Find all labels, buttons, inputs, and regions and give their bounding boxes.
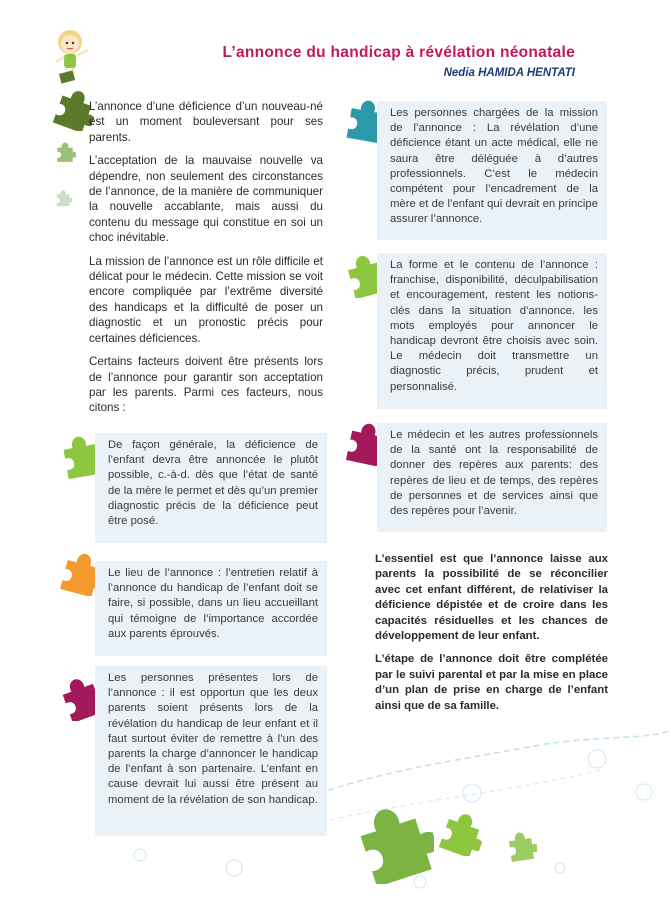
intro-paragraph: L’acceptation de la mauvaise nouvelle va dépendre, non seulement des circonstances de l’annonce, de la manière de communiquer la nouvelle accablante, mais aussi du contenu du message qui constitue en soi un choc inévitable. bbox=[89, 154, 323, 245]
author-name: Nedia HAMIDA HENTATI bbox=[443, 67, 575, 79]
info-box-location: Le lieu de l’annonce : l’entretien relatif à l’annonce du handicap de l’enfant doit se faire, si possible, dans un lieu accueillant qui témoigne de l’importance accordée aux parents éprouvés. bbox=[95, 561, 327, 656]
girl-illustration-icon bbox=[46, 26, 96, 88]
intro-text bbox=[89, 99, 323, 424]
puzzle-medium-green-icon bbox=[438, 810, 484, 856]
puzzle-large-green-icon bbox=[352, 802, 434, 884]
intro-paragraph: La mission de l’annonce est un rôle difficile et délicat pour le médecin. Cette mission se voit encore compliquée par l’extrême diversité des handicaps et la difficulté de poser un diagnostic et un pronostic précis pour certaines déficiences. bbox=[89, 254, 323, 345]
info-box-landmarks: Le médecin et les autres professionnels de la santé ont la responsabilité de donner des repères aux parents: des repères de lieu et de temps, des repères de personnes et de services ainsi que des repères pour l’avenir. bbox=[377, 423, 607, 532]
info-box-attendees: Les personnes présentes lors de l’annonce : il est opportun que les deux parents soient présents lors de la révélation du handicap de leur enfant et il faut surtout éviter de remettre à l’un des parents la charge d’annoncer le handicap de l’enfant à son partenaire. L’enfant en cause devrait lui aussi être présent au moment de la révélation de son handicap. bbox=[95, 666, 327, 836]
page-title: L’annonce du handicap à révélation néonatale bbox=[222, 44, 575, 61]
conclusion-text bbox=[375, 552, 608, 722]
info-box-timing: De façon générale, la déficience de l’enfant devra être annoncée le plutôt possible, c.-à-d. dès que l’état de santé de la mère le permet et dès qu’un premier diagnostic précis de la déficience peut être posé. bbox=[95, 433, 327, 543]
conclusion-paragraph: L’étape de l’annonce doit être complétée par le suivi parental et par la mise en place d’un plan de prise en charge de l’enfant ainsi que de sa famille. bbox=[375, 653, 608, 712]
puzzle-small-green-icon bbox=[54, 141, 76, 163]
puzzle-faded-icon bbox=[54, 189, 72, 207]
intro-paragraph: L’annonce d’une déficience d’un nouveau-né est un moment bouleversant pour ses parents. bbox=[89, 100, 323, 144]
info-box-responsible: Les personnes chargées de la mission de l’annonce : La révélation d’une déficience étant un acte médical, elle ne saura être déléguée à d’autres professionnels. C’est le médecin compétent pour l’encadrement de la mère et de l’enfant qui devrait en principe assurer l’annonce. bbox=[377, 101, 607, 240]
conclusion-paragraph: L’essentiel est que l’annonce laisse aux parents la possibilité de se réconcilier avec cet enfant différent, de relativiser la déficience dépistée et de croire dans les capacités résiduelles et les chances de développement de leur enfant. bbox=[375, 553, 608, 643]
intro-paragraph: Certains facteurs doivent être présents lors de l’annonce pour garantir son acceptation par les parents. Parmi ces facteurs, nous citons : bbox=[89, 355, 323, 415]
info-box-form-content: La forme et le contenu de l’annonce : franchise, disponibilité, déculpabilisation et encouragement, restent les notions-clés dans la situation d’annonce. les mots employés pour annoncer le handicap devront être choisis avec soin. Le médecin doit transmettre un diagnostic précis, prudent et personnalisé. bbox=[377, 253, 607, 409]
puzzle-small-green-icon bbox=[505, 830, 537, 862]
